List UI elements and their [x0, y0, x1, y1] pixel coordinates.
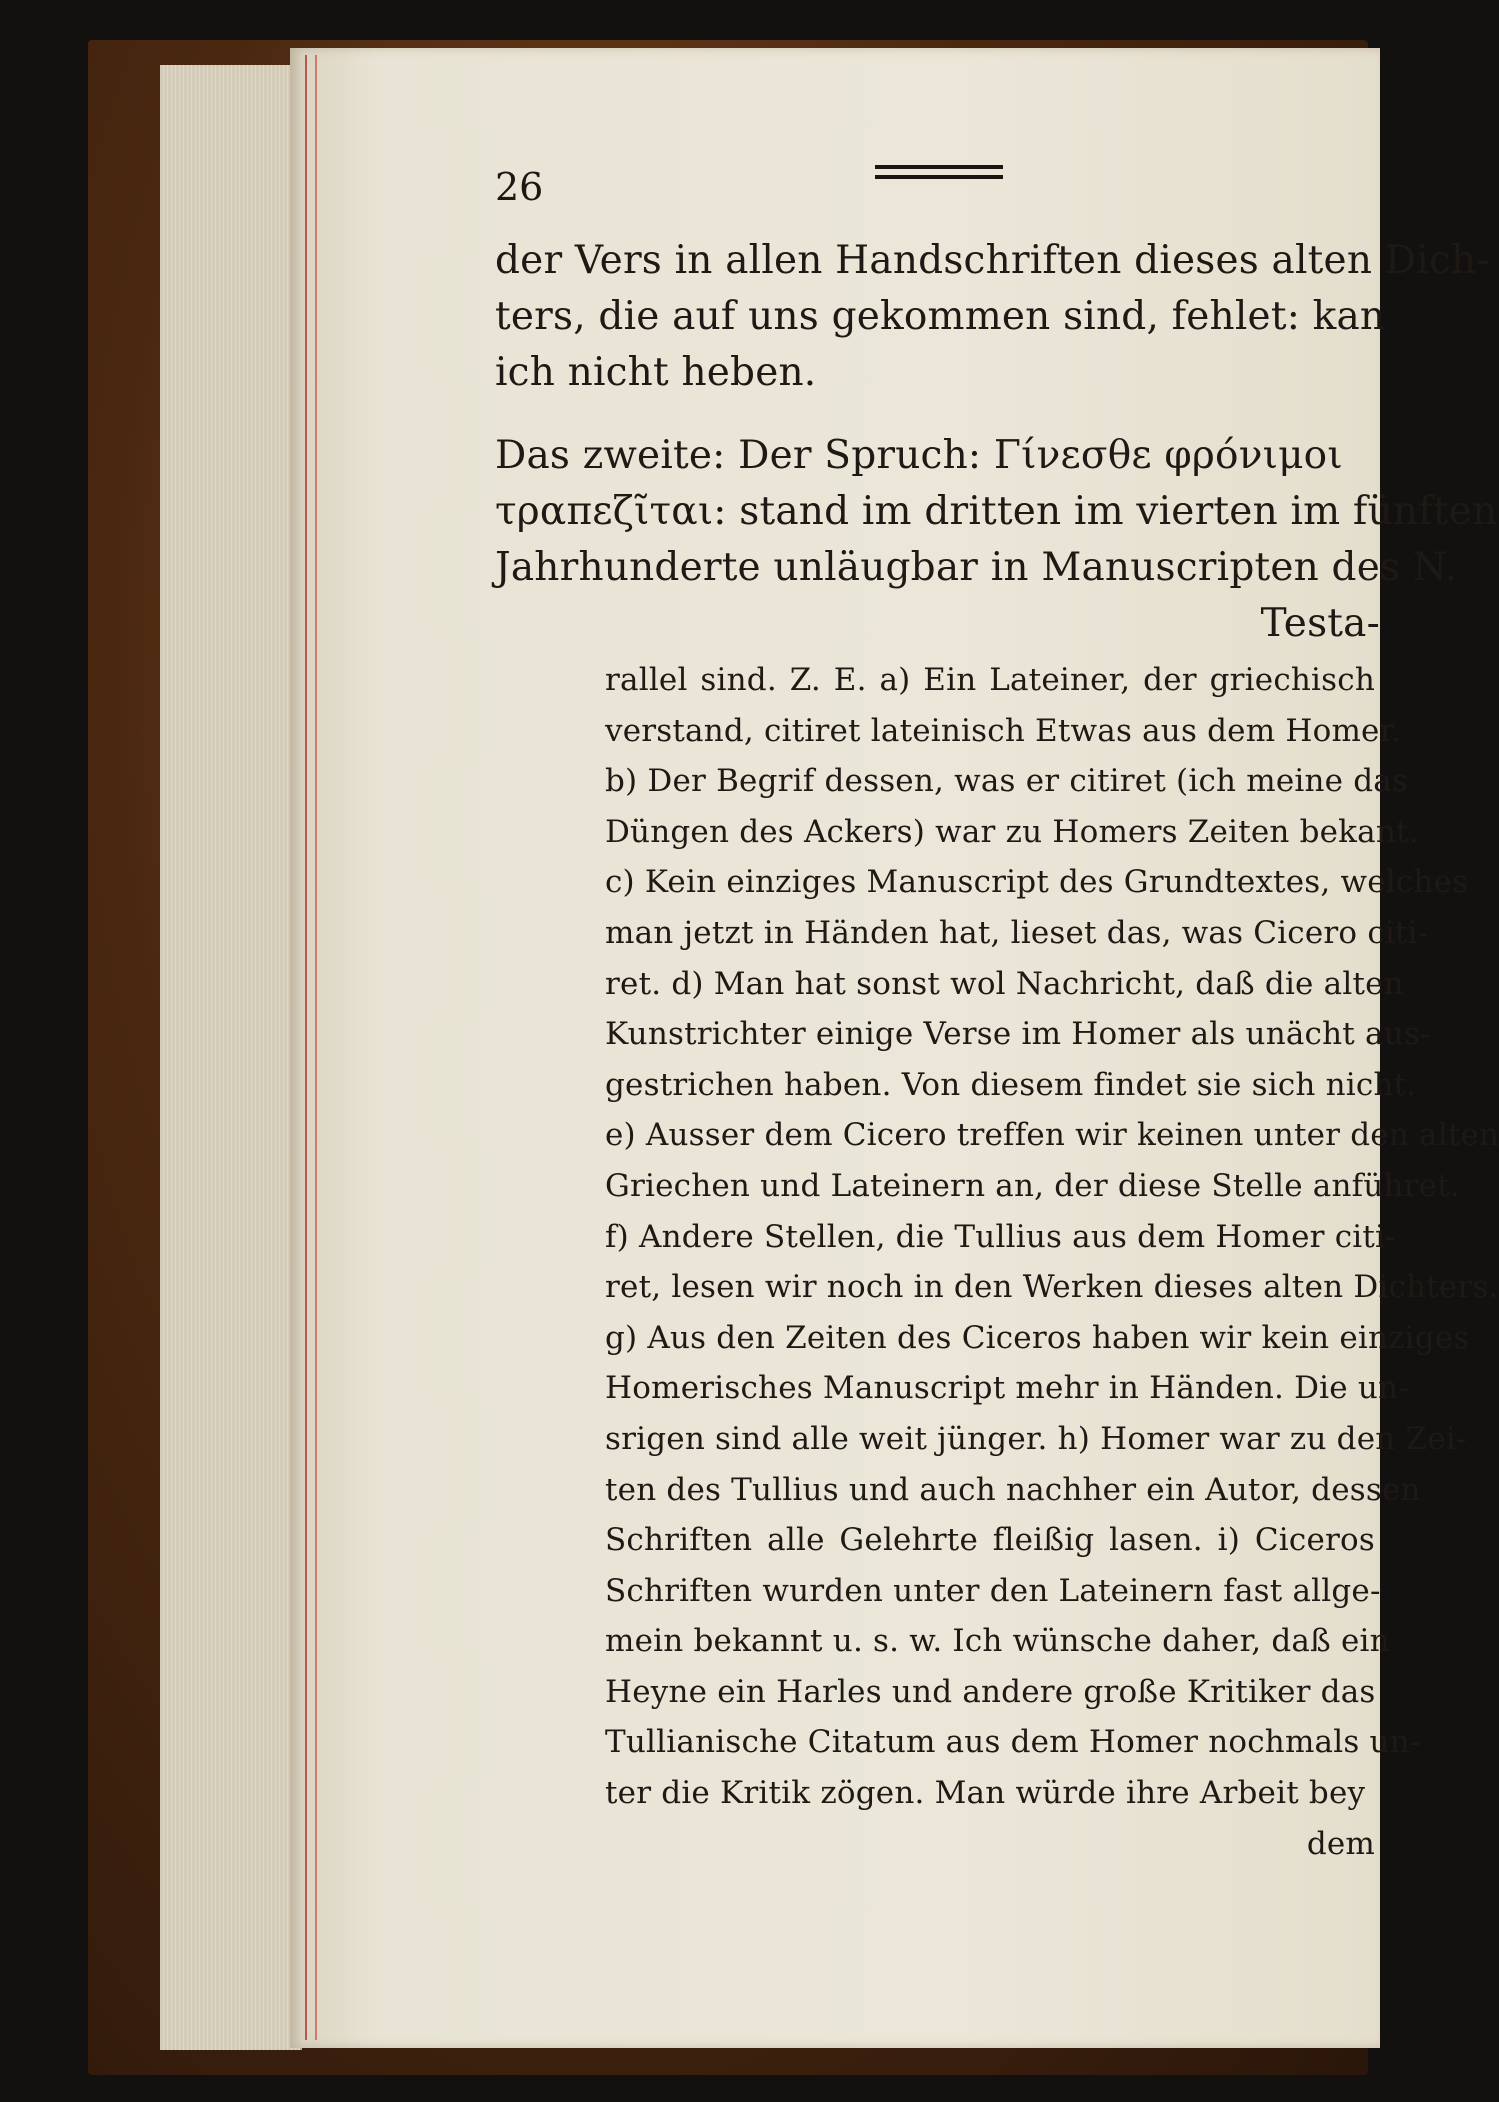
header-rule-bottom: [875, 175, 1003, 179]
footnote-line: e) Ausser dem Cicero treffen wir keinen unter den alten: [605, 1117, 1499, 1154]
footnote-line: gestrichen haben. Von diesem findet sie sich nicht.: [605, 1066, 1417, 1103]
footnote-line: c) Kein einziges Manuscript des Grundtextes, welches: [605, 864, 1469, 901]
page-stack-edge: [160, 65, 302, 2050]
text-line: Jahrhunderte unläugbar in Manuscripten des N.: [495, 545, 1458, 590]
footnote-block: [605, 655, 1499, 1869]
catchword-main: Testa-: [1260, 601, 1380, 646]
footnote-line: verstand, citiret lateinisch Etwas aus dem Homer.: [605, 712, 1402, 749]
text-line: τραπεζῖται: stand im dritten im vierten im fünften: [495, 489, 1498, 534]
footnote-line: Homerisches Manuscript mehr in Händen. Die un-: [605, 1370, 1409, 1407]
footnote-line: ret. d) Man hat sonst wol Nachricht, daß die alten: [605, 965, 1404, 1002]
second-paragraph: [495, 428, 1498, 652]
text-line: der Vers in allen Handschriften dieses alten Dich-: [495, 238, 1490, 283]
page-number: 26: [495, 165, 544, 209]
main-text: [495, 233, 1490, 401]
page-margin-rule: [305, 55, 317, 2040]
footnote-line: f) Andere Stellen, die Tullius aus dem Homer citi-: [605, 1218, 1396, 1255]
footnote-line: ret, lesen wir noch in den Werken dieses alten Dichters.: [605, 1269, 1499, 1306]
text-line: Das zweite: Der Spruch: Γίνεσθε φρόνιμοι: [495, 433, 1343, 478]
footnote-line: ten des Tullius und auch nachher ein Autor, dessen: [605, 1471, 1421, 1508]
footnote-line: man jetzt in Händen hat, lieset das, was Cicero citi-: [605, 914, 1429, 951]
footnote-line: b) Der Begrif dessen, was er citiret (ich meine das: [605, 763, 1409, 800]
footnote-line: Schriften wurden unter den Lateinern fast allge-: [605, 1572, 1381, 1609]
text-line: ich nicht heben.: [495, 350, 817, 395]
footnote-line: mein bekannt u. s. w. Ich wünsche daher, daß ein: [605, 1623, 1390, 1660]
footnote-line: ter die Kritik zögen. Man würde ihre Arbeit bey: [605, 1775, 1366, 1812]
catchword-footnote: dem: [1306, 1825, 1375, 1862]
footnote-line: Griechen und Lateinern an, der diese Stelle anführet.: [605, 1167, 1460, 1204]
footnote-line: Schriften alle Gelehrte fleißig lasen. i) Ciceros: [605, 1522, 1375, 1559]
text-line: ters, die auf uns gekommen sind, fehlet: kan: [495, 294, 1386, 339]
footnote-line: rallel sind. Z. E. a) Ein Lateiner, der griechisch: [605, 662, 1375, 698]
footnote-line: Kunstrichter einige Verse im Homer als unächt aus-: [605, 1016, 1431, 1053]
footnote-line: g) Aus den Zeiten des Ciceros haben wir kein einziges: [605, 1319, 1470, 1356]
header-rule-top: [875, 165, 1003, 169]
footnote-line: Tullianische Citatum aus dem Homer nochmals un-: [605, 1724, 1421, 1761]
footnote-line: Heyne ein Harles und andere große Kritiker das: [605, 1673, 1376, 1710]
footnote-line: srigen sind alle weit jünger. h) Homer war zu den Zei-: [605, 1420, 1467, 1457]
footnote-line: Düngen des Ackers) war zu Homers Zeiten bekant.: [605, 813, 1419, 850]
